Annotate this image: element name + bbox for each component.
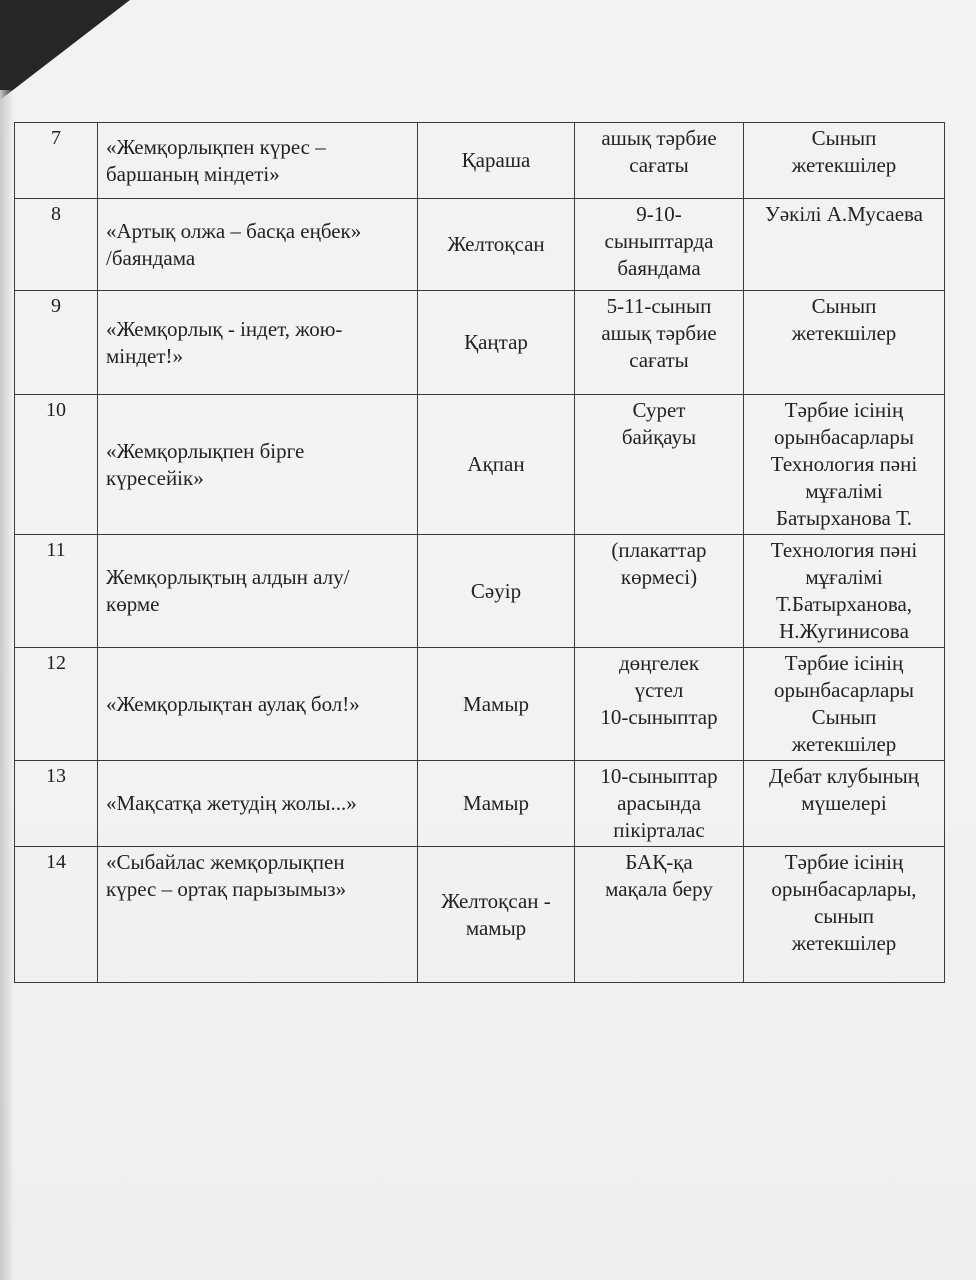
event-title: «Жемқорлықпен күрес – баршаның міндеті» bbox=[98, 123, 418, 199]
event-responsible: Дебат клубының мүшелері bbox=[744, 761, 945, 847]
event-responsible: Сынып жетекшілер bbox=[744, 123, 945, 199]
page-edge-shadow bbox=[0, 90, 14, 1280]
event-month: Мамыр bbox=[418, 648, 575, 761]
event-form: Сурет байқауы bbox=[575, 395, 744, 535]
event-month: Мамыр bbox=[418, 761, 575, 847]
event-month: Қараша bbox=[418, 123, 575, 199]
event-month: Сәуір bbox=[418, 535, 575, 648]
event-responsible: Тәрбие ісінің орынбасарлары, сынып жетекшілер bbox=[744, 847, 945, 983]
row-number: 11 bbox=[15, 535, 98, 648]
event-title: «Жемқорлықтан аулақ бол!» bbox=[98, 648, 418, 761]
event-title: «Сыбайлас жемқорлықпен күрес – ортақ парызымыз» bbox=[98, 847, 418, 983]
table-row bbox=[15, 761, 945, 847]
event-form: (плакаттар көрмесі) bbox=[575, 535, 744, 648]
row-number: 14 bbox=[15, 847, 98, 983]
event-month: Желтоқсан - мамыр bbox=[418, 847, 575, 983]
event-title: «Жемқорлықпен бірге күресейік» bbox=[98, 395, 418, 535]
event-month: Қаңтар bbox=[418, 291, 575, 395]
event-form: БАҚ-қа мақала беру bbox=[575, 847, 744, 983]
event-title: «Артық олжа – басқа еңбек» /баяндама bbox=[98, 199, 418, 291]
event-responsible: Технология пәні мұғалімі Т.Батырханова, Н.Жугинисова bbox=[744, 535, 945, 648]
table-row bbox=[15, 291, 945, 395]
event-form: 5-11-сынып ашық тәрбие сағаты bbox=[575, 291, 744, 395]
event-responsible: Тәрбие ісінің орынбасарлары Технология пәні мұғалімі Батырханова Т. bbox=[744, 395, 945, 535]
event-month: Ақпан bbox=[418, 395, 575, 535]
table-row bbox=[15, 199, 945, 291]
row-number: 13 bbox=[15, 761, 98, 847]
row-number: 8 bbox=[15, 199, 98, 291]
row-number: 10 bbox=[15, 395, 98, 535]
event-form: ашық тәрбие сағаты bbox=[575, 123, 744, 199]
page-corner-shadow bbox=[0, 0, 130, 100]
event-form: 9-10- сыныптарда баяндама bbox=[575, 199, 744, 291]
event-form: 10-сыныптар арасында пікірталас bbox=[575, 761, 744, 847]
event-title: «Жемқорлық - індет, жою- міндет!» bbox=[98, 291, 418, 395]
event-title: «Мақсатқа жетудің жолы...» bbox=[98, 761, 418, 847]
table-row bbox=[15, 535, 945, 648]
row-number: 9 bbox=[15, 291, 98, 395]
event-responsible: Сынып жетекшілер bbox=[744, 291, 945, 395]
event-month: Желтоқсан bbox=[418, 199, 575, 291]
table-row bbox=[15, 395, 945, 535]
event-form: дөңгелек үстел 10-сыныптар bbox=[575, 648, 744, 761]
event-responsible: Уәкілі А.Мусаева bbox=[744, 199, 945, 291]
event-title: Жемқорлықтың алдын алу/ көрме bbox=[98, 535, 418, 648]
row-number: 7 bbox=[15, 123, 98, 199]
table-row bbox=[15, 847, 945, 983]
events-table bbox=[14, 122, 945, 983]
row-number: 12 bbox=[15, 648, 98, 761]
table-row bbox=[15, 648, 945, 761]
event-responsible: Тәрбие ісінің орынбасарлары Сынып жетекшілер bbox=[744, 648, 945, 761]
table-row bbox=[15, 123, 945, 199]
